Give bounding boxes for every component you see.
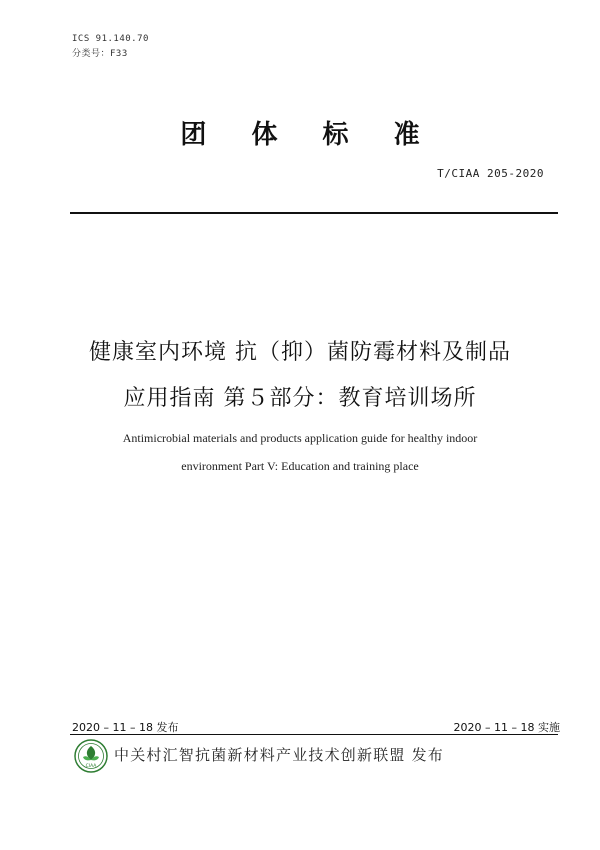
standard-type-heading: 团 体 标 准 bbox=[180, 120, 438, 150]
title-cn-line-2: 应用指南 第５部分：教育培训场所 bbox=[123, 386, 477, 411]
header-rule bbox=[70, 212, 558, 214]
standard-number: T/CIAA 205-2020 bbox=[437, 167, 544, 180]
publisher-name: 中关村汇智抗菌新材料产业技术创新联盟 发布 bbox=[114, 746, 444, 764]
publish-date: 2020 – 11 – 18 发布 bbox=[72, 721, 179, 734]
implement-date: 2020 – 11 – 18 实施 bbox=[453, 721, 560, 734]
footer-rule bbox=[70, 734, 558, 735]
ics-code: ICS 91.140.70 bbox=[72, 34, 149, 44]
classification-number: 分类号：F33 bbox=[72, 49, 128, 59]
title-en-line-1: Antimicrobial materials and products application guide for healthy indoor bbox=[122, 431, 478, 445]
title-cn-line-1: 健康室内环境 抗（抑）菌防霉材料及制品 bbox=[89, 340, 511, 365]
title-en-line-2: environment Part V: Education and training place bbox=[181, 459, 419, 473]
publisher-logo bbox=[73, 738, 109, 774]
publisher-logo-text: CIAA bbox=[85, 764, 97, 769]
